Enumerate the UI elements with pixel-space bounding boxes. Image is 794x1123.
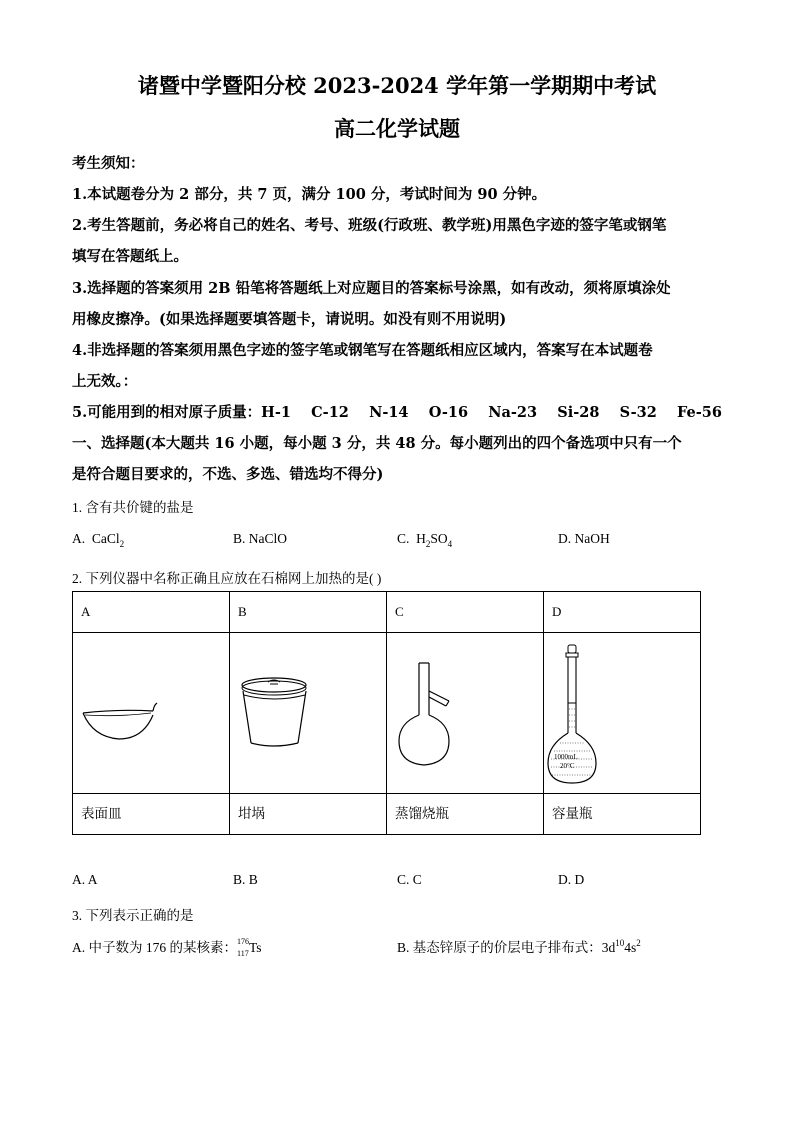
instrument-name: 坩埚 bbox=[230, 794, 387, 835]
section-heading: 一、选择题(本大题共 16 小题，每小题 3 分，共 48 分。每小题列出的四个备选项中只有一个 bbox=[72, 435, 682, 452]
notice-item: 4.非选择题的答案须用黑色字迹的签字笔或钢笔写在答题纸相应区域内，答案写在本试题卷 bbox=[72, 342, 653, 359]
instrument-table bbox=[72, 591, 701, 835]
instrument-name: 表面皿 bbox=[73, 794, 230, 835]
option-b: B. 基态锌原子的价层电子排布式：$3d^{10}4s^2$ bbox=[397, 938, 641, 955]
table-header-a: A bbox=[73, 592, 230, 633]
option-b: B. B bbox=[233, 872, 258, 887]
table-header-d: D bbox=[544, 592, 701, 633]
option-a: A. 中子数为 176 的某核素： 176 117 Ts bbox=[72, 936, 262, 958]
notice-item: 1.本试题卷分为 2 部分，共 7 页，满分 100 分，考试时间为 90 分钟。 bbox=[72, 186, 547, 203]
option-a: A. A bbox=[72, 872, 98, 887]
notice-heading: 考生须知： bbox=[72, 155, 145, 172]
option-c: C. C bbox=[397, 872, 422, 887]
watch-glass-icon bbox=[73, 633, 221, 789]
option-b: B. NaClO bbox=[233, 531, 287, 546]
exam-subtitle: 高二化学试题 bbox=[334, 116, 460, 141]
notice-item: 3.选择题的答案须用 2B 铅笔将答题纸上对应题目的答案标号涂黑，如有改动，须将原填涂处 bbox=[72, 280, 671, 297]
notice-item: 用橡皮擦净。(如果选择题要填答题卡，请说明。如没有则不用说明) bbox=[72, 311, 507, 328]
distilling-flask-cell bbox=[387, 633, 544, 794]
section-heading: 是符合题目要求的，不选、多选、错选均不得分) bbox=[72, 466, 384, 483]
distilling-flask-icon bbox=[387, 633, 535, 789]
crucible-icon bbox=[230, 633, 378, 789]
volumetric-flask-icon bbox=[544, 633, 692, 789]
question-stem: 3. 下列表示正确的是 bbox=[72, 908, 194, 923]
notice-item: 上无效。： bbox=[72, 373, 138, 390]
table-header-b: B bbox=[230, 592, 387, 633]
notice-item: 5.可能用到的相对原子质量：H-1 C-12 N-14 O-16 Na-23 Si-28 S-32 Fe-56 bbox=[72, 404, 722, 421]
watch-glass-cell bbox=[73, 633, 230, 794]
crucible-cell bbox=[230, 633, 387, 794]
option-c: C. $H_2SO_4$ bbox=[397, 531, 453, 549]
question-stem: 1. 含有共价键的盐是 bbox=[72, 500, 194, 515]
volumetric-flask-cell bbox=[544, 633, 701, 794]
notice-item: 填写在答题纸上。 bbox=[72, 248, 188, 265]
option-a: A. CaCl$_2$ bbox=[72, 531, 125, 549]
instrument-name: 容量瓶 bbox=[544, 794, 701, 835]
exam-title: 诸暨中学暨阳分校 2023-2024 学年第一学期期中考试 bbox=[137, 73, 657, 98]
instrument-name: 蒸馏烧瓶 bbox=[387, 794, 544, 835]
table-header-c: C bbox=[387, 592, 544, 633]
notice-item: 2.考生答题前，务必将自己的姓名、考号、班级(行政班、教学班)用黑色字迹的签字笔或钢笔 bbox=[72, 217, 667, 234]
question-stem: 2. 下列仪器中名称正确且应放在石棉网上加热的是( ) bbox=[72, 571, 382, 586]
option-d: D. D bbox=[558, 872, 585, 887]
flask-temp-label: 20°C bbox=[560, 762, 575, 770]
flask-volume-label: 1000mL bbox=[554, 753, 578, 761]
option-d: D. NaOH bbox=[558, 531, 610, 546]
